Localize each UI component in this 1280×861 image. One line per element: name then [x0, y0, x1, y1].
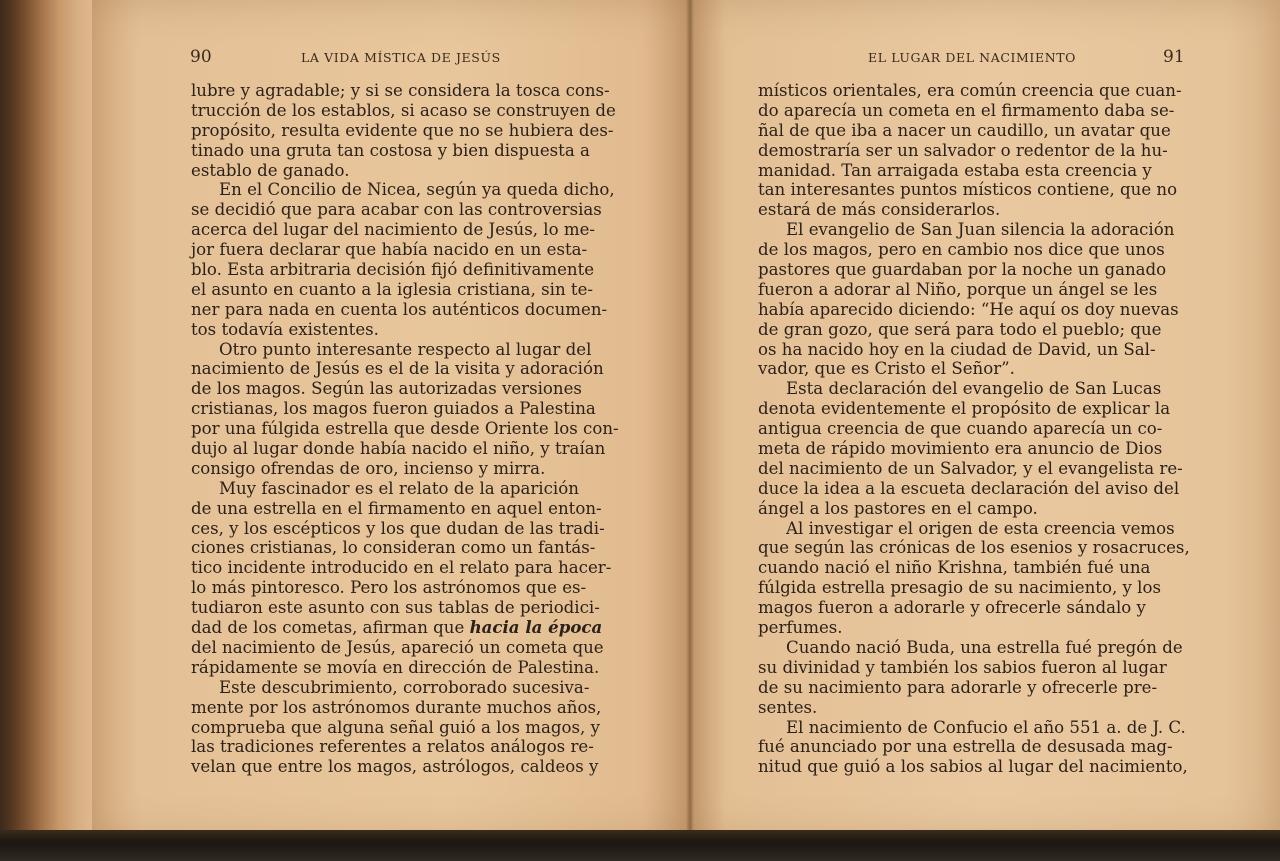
- book-cover-edge: [0, 830, 1280, 861]
- text-line: por una fúlgida estrella que desde Oriente los con-: [191, 419, 619, 439]
- text-line: os ha nacido hoy en la ciudad de David, un Sal-: [758, 339, 1156, 359]
- book-gutter: [686, 0, 694, 838]
- text-fragment: dad de los cometas, afirman que: [191, 618, 465, 638]
- text-line: demostraría ser un salvador o redentor de la hu-: [758, 140, 1168, 160]
- text-line: dujo al lugar donde había nacido el niño, y traían: [191, 439, 606, 459]
- text-line: lubre y agradable; y si se considera la tosca cons-: [191, 81, 610, 100]
- left-running-head: LA VIDA MÍSTICA DE JESÚS: [301, 50, 501, 65]
- text-line: trucción de los establos, si acaso se construyen de: [191, 100, 616, 120]
- text-line: cristianas, los magos fueron guiados a Palestina: [191, 399, 596, 419]
- text-line: estará de más considerarlos.: [758, 200, 1001, 220]
- text-line: jor fuera declarar que había nacido en un esta-: [191, 240, 588, 260]
- text-line: sentes.: [758, 697, 818, 717]
- text-line: había aparecido diciendo: “He aquí os doy nuevas: [758, 299, 1179, 319]
- page-edges: [0, 0, 100, 861]
- text-line: que según las crónicas de los esenios y rosacruces,: [758, 538, 1190, 558]
- text-line: El nacimiento de Confucio el año 551 a. de J. C.: [786, 717, 1186, 737]
- text-line: el asunto en cuanto a la iglesia cristiana, sin te-: [191, 279, 594, 299]
- text-line: su divinidad y también los sabios fueron al lugar: [758, 657, 1167, 677]
- left-page-text: [191, 81, 619, 777]
- text-line: propósito, resulta evidente que no se hubiera des-: [191, 120, 614, 140]
- text-line: manidad. Tan arraigada estaba esta creencia y: [758, 160, 1152, 180]
- text-line: magos fueron a adorarle y ofrecerle sándalo y: [758, 598, 1146, 618]
- right-page-number: 91: [1163, 47, 1185, 67]
- text-line: do aparecía un cometa en el firmamento daba se-: [758, 100, 1175, 120]
- text-line: de gran gozo, que será para todo el pueblo; que: [758, 319, 1162, 339]
- text-line: las tradiciones referentes a relatos análogos re-: [191, 737, 594, 757]
- text-line: fué anunciado por una estrella de desusada mag-: [758, 737, 1173, 757]
- text-line: El evangelio de San Juan silencia la adoración: [786, 220, 1175, 240]
- text-line: meta de rápido movimiento era anuncio de Dios: [758, 439, 1163, 459]
- text-line: lo más pintoresco. Pero los astrónomos que es-: [191, 578, 587, 598]
- text-line: nitud que guió a los sabios al lugar del nacimiento,: [758, 757, 1188, 777]
- text-line: del nacimiento de un Salvador, y el evangelista re-: [758, 458, 1183, 478]
- text-line: ñal de que iba a nacer un caudillo, un avatar que: [758, 120, 1171, 140]
- text-line: tos todavía existentes.: [191, 319, 379, 339]
- text-line: mente por los astrónomos durante muchos años,: [191, 697, 602, 717]
- text-line: ciones cristianas, lo consideran como un fantás-: [191, 538, 596, 558]
- text-line: tinado una gruta tan costosa y bien dispuesta a: [191, 140, 590, 160]
- text-line: antigua creencia de que cuando aparecía un co-: [758, 419, 1163, 439]
- text-line: nacimiento de Jesús es el de la visita y adoración: [191, 359, 604, 379]
- text-line: se decidió que para acabar con las controversias: [191, 200, 602, 220]
- text-line: de su nacimiento para adorarle y ofrecerle pre-: [758, 677, 1158, 697]
- text-line: tan interesantes puntos místicos contiene, que no: [758, 180, 1178, 200]
- text-line: místicos orientales, era común creencia que cuan-: [758, 81, 1182, 100]
- text-line: Este descubrimiento, corroborado sucesiva-: [219, 677, 590, 697]
- text-line: de los magos. Según las autorizadas versiones: [191, 379, 582, 399]
- text-line: acerca del lugar del nacimiento de Jesús, lo me-: [191, 220, 596, 240]
- text-line: Al investigar el origen de esta creencia vemos: [786, 518, 1175, 538]
- text-line: [191, 618, 614, 638]
- right-page-text: [758, 81, 1190, 777]
- text-line: Esta declaración del evangelio de San Lucas: [786, 379, 1162, 399]
- text-line: tudiaron este asunto con sus tablas de periodici-: [191, 598, 600, 618]
- right-running-head: EL LUGAR DEL NACIMIENTO: [868, 50, 1077, 65]
- text-line: cuando nació el niño Krishna, también fué una: [758, 558, 1151, 578]
- text-line: Otro punto interesante respecto al lugar del: [219, 339, 592, 359]
- text-line: velan que entre los magos, astrólogos, caldeos y: [191, 757, 599, 777]
- text-line: de los magos, pero en cambio nos dice que unos: [758, 240, 1165, 260]
- text-line: vador, que es Cristo el Señor”.: [758, 359, 1015, 379]
- text-line: comprueba que alguna señal guió a los magos, y: [191, 717, 600, 737]
- text-line: Muy fascinador es el relato de la aparición: [219, 478, 579, 498]
- text-line: del nacimiento de Jesús, apareció un cometa que: [191, 637, 604, 657]
- text-line: pastores que guardaban por la noche un ganado: [758, 260, 1167, 280]
- text-line: perfumes.: [758, 618, 843, 638]
- text-line: ner para nada en cuenta los auténticos documen-: [191, 299, 608, 319]
- text-line: fueron a adorar al Niño, porque un ángel se les: [758, 279, 1158, 299]
- text-line: de una estrella en el firmamento en aquel enton-: [191, 498, 602, 518]
- text-line: ángel a los pastores en el campo.: [758, 498, 1038, 518]
- text-line: ces, y los escépticos y los que dudan de las tradi-: [191, 518, 605, 538]
- text-line: Cuando nació Buda, una estrella fué pregón de: [786, 637, 1183, 657]
- text-line: denota evidentemente el propósito de explicar la: [758, 399, 1171, 419]
- text-line: duce la idea a la escueta declaración del aviso del: [758, 478, 1180, 498]
- text-line: establo de ganado.: [191, 160, 350, 180]
- emphasis-text: hacia la época: [469, 617, 603, 638]
- text-line: tico incidente introducido en el relato para hacer-: [191, 558, 612, 578]
- text-line: consigo ofrendas de oro, incienso y mirra.: [191, 458, 546, 478]
- text-line: rápidamente se movía en dirección de Palestina.: [191, 657, 600, 677]
- text-line: fúlgida estrella presagio de su nacimiento, y los: [758, 578, 1161, 598]
- text-line: blo. Esta arbitraria decisión fijó definitivamente: [191, 260, 595, 280]
- left-page-number: 90: [190, 47, 212, 67]
- text-line: En el Concilio de Nicea, según ya queda dicho,: [219, 180, 615, 200]
